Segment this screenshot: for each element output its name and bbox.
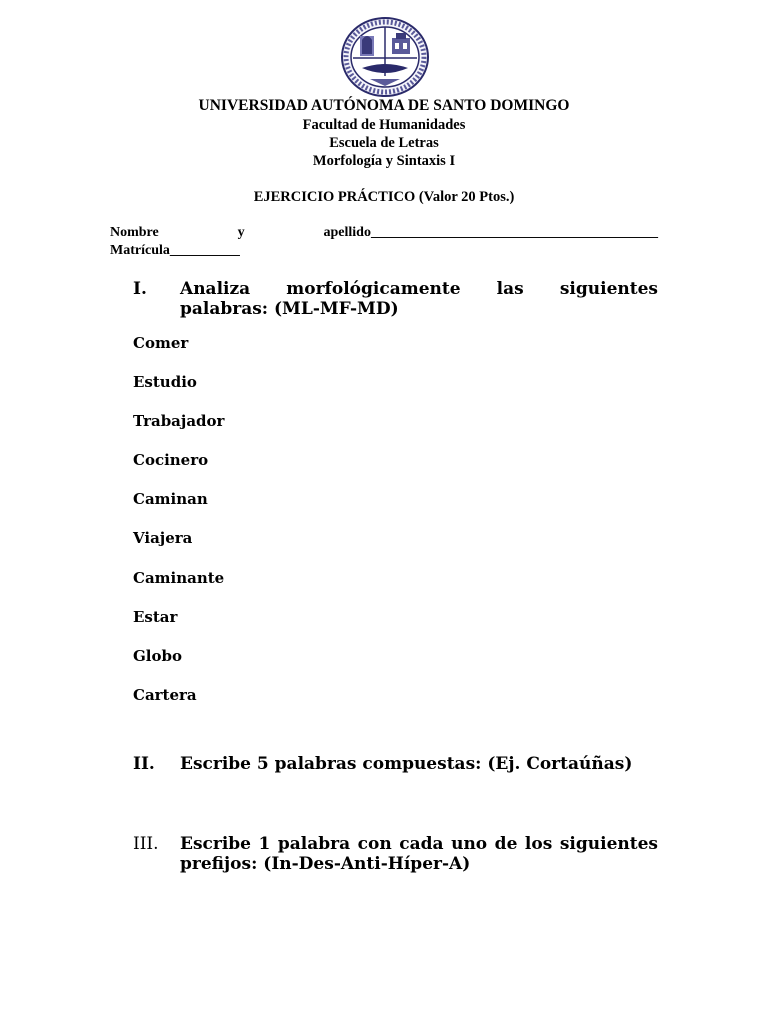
section-1-text: Analiza morfológicamente las siguientes palabras: (ML-MF-MD) [180, 279, 658, 319]
course-name: Morfología y Sintaxis I [312, 153, 456, 169]
section-1-number: I. [133, 279, 147, 299]
section-2-number: II. [133, 754, 155, 774]
school-name: Escuela de Letras [329, 135, 439, 151]
section-2 [133, 754, 658, 774]
section-2-text: Escribe 5 palabras compuestas: (Ej. Cortaúñas) [180, 754, 633, 774]
list-item: Caminante [133, 569, 225, 587]
university-seal-icon [340, 16, 430, 98]
university-name: UNIVERSIDAD AUTÓNOMA DE SANTO DOMINGO [198, 97, 570, 114]
list-item: Caminan [133, 490, 208, 508]
list-item: Estudio [133, 373, 197, 391]
nombre-label: Nombre [110, 225, 159, 240]
list-item: Comer [133, 334, 189, 352]
y-label: y [237, 225, 245, 240]
section-3 [133, 834, 658, 874]
section-1 [133, 279, 658, 319]
list-item: Globo [133, 647, 183, 665]
matricula-field[interactable]: Matrícula__________ [110, 243, 240, 258]
list-item: Cartera [133, 686, 197, 704]
section-3-text: Escribe 1 palabra con cada uno de los siguientes prefijos: (In-Des-Anti-Híper-A) [180, 834, 658, 874]
list-item: Viajera [133, 529, 193, 547]
list-item: Estar [133, 608, 178, 626]
faculty-name: Facultad de Humanidades [302, 117, 466, 133]
exercise-title: EJERCICIO PRÁCTICO (Valor 20 Ptos.) [253, 189, 515, 205]
student-name-field[interactable] [110, 225, 658, 241]
section-3-number: III. [133, 834, 159, 854]
list-item: Trabajador [133, 412, 225, 430]
list-item: Cocinero [133, 451, 209, 469]
apellido-label: apellido_________________________________________ [323, 225, 658, 240]
